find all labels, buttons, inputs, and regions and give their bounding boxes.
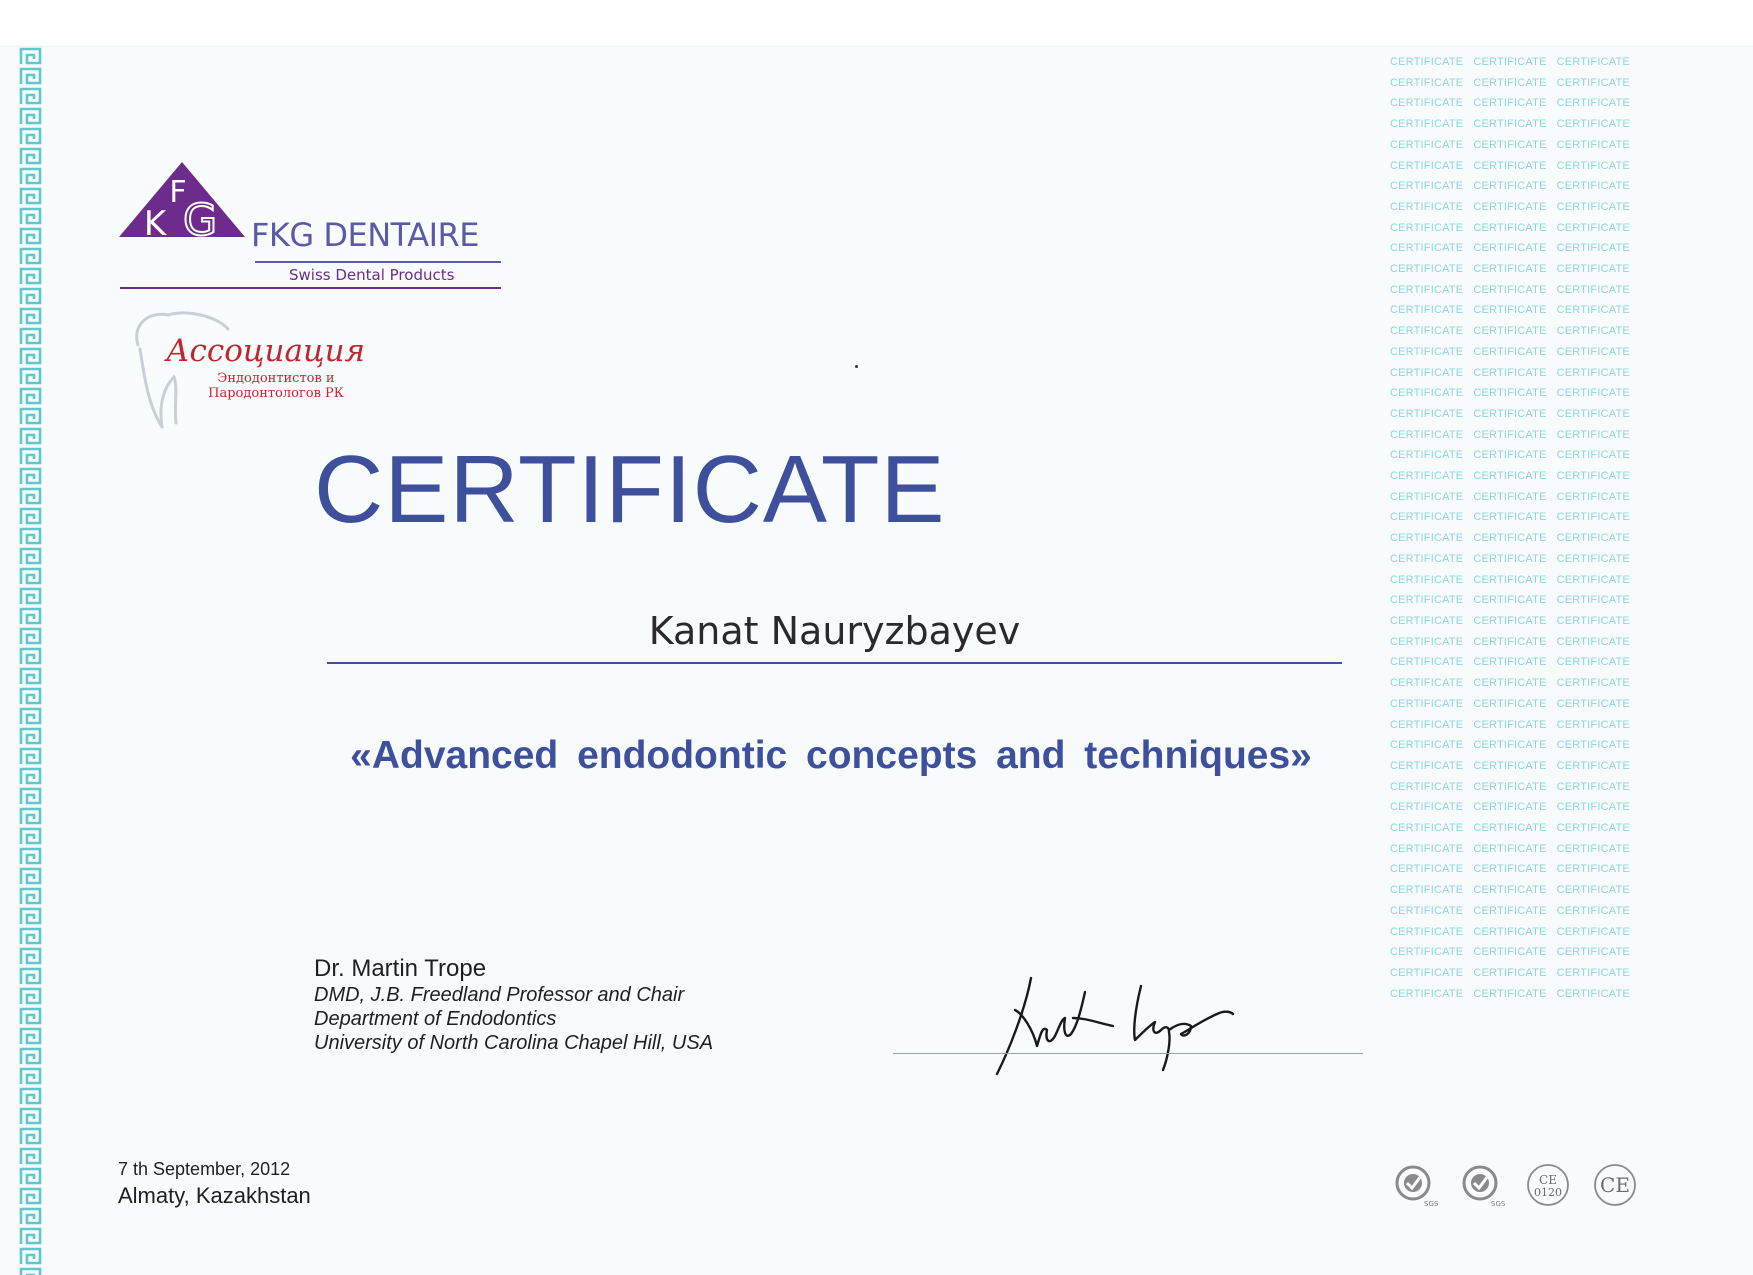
signer-university: University of North Carolina Chapel Hill, USA [314, 1032, 714, 1054]
watermark-word: CERTIFICATE [1556, 987, 1630, 1000]
watermark-word: CERTIFICATE [1390, 387, 1464, 400]
watermark-line [1390, 818, 1650, 839]
watermark-line [1390, 963, 1650, 984]
watermark-word: CERTIFICATE [1390, 532, 1464, 545]
watermark-word: CERTIFICATE [1473, 97, 1547, 110]
watermark-word: CERTIFICATE [1390, 283, 1464, 296]
watermark-word: CERTIFICATE [1556, 97, 1630, 110]
watermark-word: CERTIFICATE [1473, 594, 1547, 607]
watermark-word: CERTIFICATE [1473, 697, 1547, 710]
watermark-word: CERTIFICATE [1556, 428, 1630, 441]
watermark-word: CERTIFICATE [1556, 242, 1630, 255]
sgs-label: SGS [1491, 1200, 1506, 1208]
ce-0120-mark-icon [1525, 1162, 1571, 1208]
watermark-word: CERTIFICATE [1390, 925, 1464, 938]
watermark-word: CERTIFICATE [1390, 739, 1464, 752]
watermark-line [1390, 176, 1650, 197]
watermark-word: CERTIFICATE [1390, 842, 1464, 855]
watermark-word: CERTIFICATE [1556, 532, 1630, 545]
watermark-word: CERTIFICATE [1390, 801, 1464, 814]
watermark-word: CERTIFICATE [1556, 387, 1630, 400]
watermark-line [1390, 922, 1650, 943]
watermark-line [1390, 156, 1650, 177]
watermark-line [1390, 300, 1650, 321]
watermark-word: CERTIFICATE [1390, 97, 1464, 110]
watermark-word: CERTIFICATE [1473, 56, 1547, 68]
watermark-word: CERTIFICATE [1390, 407, 1464, 420]
signer-name: Dr. Martin Trope [314, 955, 487, 982]
association-subtitle-line2: Пародонтологов РК [208, 386, 344, 401]
watermark-line [1390, 673, 1650, 694]
watermark-word: CERTIFICATE [1473, 656, 1547, 669]
watermark-line [1390, 611, 1650, 632]
sgs-certification-icon [1457, 1162, 1506, 1208]
watermark-word: CERTIFICATE [1556, 677, 1630, 690]
watermark-line [1390, 694, 1650, 715]
watermark-word: CERTIFICATE [1473, 490, 1547, 503]
watermark-word: CERTIFICATE [1556, 697, 1630, 710]
watermark-word: CERTIFICATE [1390, 677, 1464, 690]
handwritten-signature [985, 970, 1245, 1080]
watermark-word: CERTIFICATE [1390, 490, 1464, 503]
watermark-word: CERTIFICATE [1556, 159, 1630, 172]
watermark-word: CERTIFICATE [1473, 718, 1547, 731]
fkg-rule-top [255, 261, 501, 263]
watermark-word: CERTIFICATE [1473, 180, 1547, 193]
watermark-word: CERTIFICATE [1473, 573, 1547, 586]
watermark-line [1390, 632, 1650, 653]
watermark-word: CERTIFICATE [1473, 966, 1547, 979]
watermark-word: CERTIFICATE [1556, 325, 1630, 338]
watermark-word: CERTIFICATE [1556, 56, 1630, 68]
watermark-line [1390, 756, 1650, 777]
watermark-word: CERTIFICATE [1473, 946, 1547, 959]
signature-line [893, 1053, 1363, 1054]
watermark-line [1390, 73, 1650, 94]
watermark-line [1390, 507, 1650, 528]
certificate-title: CERTIFICATE [314, 436, 946, 543]
ce-label: CE [1600, 1173, 1631, 1197]
watermark-word: CERTIFICATE [1473, 822, 1547, 835]
watermark-line [1390, 715, 1650, 736]
watermark-line [1390, 321, 1650, 342]
watermark-word: CERTIFICATE [1390, 966, 1464, 979]
watermark-line [1390, 487, 1650, 508]
watermark-word: CERTIFICATE [1556, 863, 1630, 876]
watermark-word: CERTIFICATE [1473, 345, 1547, 358]
watermark-word: CERTIFICATE [1556, 283, 1630, 296]
watermark-word: CERTIFICATE [1556, 822, 1630, 835]
association-subtitle-line1: Эндодонтистов и [217, 371, 335, 386]
watermark-word: CERTIFICATE [1556, 842, 1630, 855]
watermark-word: CERTIFICATE [1473, 76, 1547, 89]
watermark-word: CERTIFICATE [1473, 552, 1547, 565]
certificate-watermark-pattern [1390, 52, 1650, 1052]
watermark-line [1390, 218, 1650, 239]
watermark-line [1390, 425, 1650, 446]
watermark-word: CERTIFICATE [1390, 904, 1464, 917]
watermark-word: CERTIFICATE [1473, 677, 1547, 690]
fkg-letter-k: K [143, 204, 167, 244]
watermark-line [1390, 445, 1650, 466]
watermark-word: CERTIFICATE [1473, 325, 1547, 338]
watermark-word: CERTIFICATE [1556, 966, 1630, 979]
watermark-word: CERTIFICATE [1556, 138, 1630, 151]
watermark-word: CERTIFICATE [1390, 594, 1464, 607]
watermark-line [1390, 404, 1650, 425]
ce-mark-icon [1592, 1162, 1638, 1208]
fkg-rule-bottom [120, 287, 501, 289]
fkg-letter-f: F [169, 175, 187, 210]
sgs-certification-icon [1390, 1162, 1439, 1208]
watermark-line [1390, 93, 1650, 114]
signer-position: DMD, J.B. Freedland Professor and Chair [314, 984, 685, 1006]
watermark-word: CERTIFICATE [1390, 118, 1464, 131]
watermark-line [1390, 777, 1650, 798]
watermark-line [1390, 238, 1650, 259]
watermark-word: CERTIFICATE [1473, 511, 1547, 524]
watermark-word: CERTIFICATE [1556, 925, 1630, 938]
watermark-word: CERTIFICATE [1556, 801, 1630, 814]
watermark-word: CERTIFICATE [1473, 780, 1547, 793]
watermark-word: CERTIFICATE [1390, 263, 1464, 276]
watermark-word: CERTIFICATE [1556, 904, 1630, 917]
certification-marks [1390, 1162, 1655, 1208]
watermark-word: CERTIFICATE [1556, 263, 1630, 276]
watermark-word: CERTIFICATE [1556, 407, 1630, 420]
signer-department: Department of Endodontics [314, 1008, 557, 1030]
watermark-word: CERTIFICATE [1556, 780, 1630, 793]
watermark-word: CERTIFICATE [1556, 221, 1630, 234]
watermark-word: CERTIFICATE [1556, 884, 1630, 897]
watermark-word: CERTIFICATE [1473, 470, 1547, 483]
watermark-word: CERTIFICATE [1390, 221, 1464, 234]
fkg-triangle-logo [118, 162, 246, 246]
watermark-line [1390, 859, 1650, 880]
watermark-word: CERTIFICATE [1390, 863, 1464, 876]
watermark-line [1390, 570, 1650, 591]
watermark-word: CERTIFICATE [1390, 635, 1464, 648]
watermark-word: CERTIFICATE [1390, 76, 1464, 89]
watermark-word: CERTIFICATE [1473, 925, 1547, 938]
watermark-word: CERTIFICATE [1390, 884, 1464, 897]
recipient-underline [327, 662, 1342, 664]
watermark-line [1390, 197, 1650, 218]
fkg-letter-g: G [182, 195, 218, 246]
issue-date: 7 th September, 2012 [118, 1159, 291, 1179]
watermark-word: CERTIFICATE [1390, 138, 1464, 151]
watermark-word: CERTIFICATE [1556, 635, 1630, 648]
association-subtitle [196, 371, 356, 401]
watermark-word: CERTIFICATE [1556, 614, 1630, 627]
watermark-word: CERTIFICATE [1556, 449, 1630, 462]
watermark-line [1390, 880, 1650, 901]
watermark-word: CERTIFICATE [1473, 366, 1547, 379]
watermark-word: CERTIFICATE [1390, 946, 1464, 959]
watermark-word: CERTIFICATE [1473, 407, 1547, 420]
watermark-word: CERTIFICATE [1390, 511, 1464, 524]
watermark-word: CERTIFICATE [1390, 242, 1464, 255]
watermark-word: CERTIFICATE [1473, 759, 1547, 772]
scan-top-edge [0, 0, 1753, 47]
watermark-word: CERTIFICATE [1556, 656, 1630, 669]
watermark-word: CERTIFICATE [1556, 552, 1630, 565]
watermark-word: CERTIFICATE [1556, 470, 1630, 483]
watermark-word: CERTIFICATE [1556, 200, 1630, 213]
watermark-word: CERTIFICATE [1473, 283, 1547, 296]
watermark-line [1390, 383, 1650, 404]
watermark-word: CERTIFICATE [1473, 739, 1547, 752]
watermark-word: CERTIFICATE [1473, 221, 1547, 234]
watermark-word: CERTIFICATE [1390, 718, 1464, 731]
greek-key-border [18, 46, 44, 1275]
watermark-word: CERTIFICATE [1390, 987, 1464, 1000]
watermark-word: CERTIFICATE [1390, 656, 1464, 669]
watermark-word: CERTIFICATE [1390, 345, 1464, 358]
watermark-word: CERTIFICATE [1473, 801, 1547, 814]
watermark-line [1390, 652, 1650, 673]
watermark-word: CERTIFICATE [1390, 470, 1464, 483]
watermark-word: CERTIFICATE [1473, 635, 1547, 648]
fkg-tagline: Swiss Dental Products [289, 266, 455, 284]
watermark-line [1390, 528, 1650, 549]
ce-label: CE [1538, 1173, 1557, 1187]
watermark-line [1390, 942, 1650, 963]
scan-speck [855, 365, 858, 368]
watermark-word: CERTIFICATE [1390, 552, 1464, 565]
watermark-word: CERTIFICATE [1390, 325, 1464, 338]
watermark-word: CERTIFICATE [1390, 304, 1464, 317]
association-logo-script: Ассоциация [166, 333, 366, 369]
watermark-word: CERTIFICATE [1390, 159, 1464, 172]
watermark-word: CERTIFICATE [1473, 614, 1547, 627]
watermark-word: CERTIFICATE [1390, 573, 1464, 586]
watermark-word: CERTIFICATE [1473, 118, 1547, 131]
watermark-word: CERTIFICATE [1473, 904, 1547, 917]
watermark-word: CERTIFICATE [1390, 614, 1464, 627]
watermark-word: CERTIFICATE [1556, 304, 1630, 317]
watermark-line [1390, 590, 1650, 611]
watermark-word: CERTIFICATE [1473, 387, 1547, 400]
watermark-line [1390, 363, 1650, 384]
tooth-outline-icon [128, 305, 208, 435]
watermark-word: CERTIFICATE [1473, 532, 1547, 545]
watermark-line [1390, 342, 1650, 363]
watermark-word: CERTIFICATE [1556, 118, 1630, 131]
sgs-label: SGS [1424, 1200, 1439, 1208]
watermark-word: CERTIFICATE [1390, 428, 1464, 441]
watermark-line [1390, 984, 1650, 1005]
watermark-word: CERTIFICATE [1473, 200, 1547, 213]
watermark-word: CERTIFICATE [1473, 884, 1547, 897]
watermark-word: CERTIFICATE [1556, 76, 1630, 89]
watermark-word: CERTIFICATE [1473, 842, 1547, 855]
watermark-line [1390, 135, 1650, 156]
watermark-line [1390, 797, 1650, 818]
watermark-word: CERTIFICATE [1390, 697, 1464, 710]
watermark-word: CERTIFICATE [1390, 366, 1464, 379]
watermark-word: CERTIFICATE [1473, 138, 1547, 151]
watermark-word: CERTIFICATE [1556, 718, 1630, 731]
watermark-word: CERTIFICATE [1556, 573, 1630, 586]
watermark-word: CERTIFICATE [1556, 511, 1630, 524]
watermark-word: CERTIFICATE [1390, 822, 1464, 835]
watermark-word: CERTIFICATE [1473, 449, 1547, 462]
watermark-word: CERTIFICATE [1473, 242, 1547, 255]
watermark-word: CERTIFICATE [1556, 739, 1630, 752]
watermark-word: CERTIFICATE [1390, 449, 1464, 462]
fkg-brand-name: FKG DENTAIRE [251, 216, 479, 254]
watermark-word: CERTIFICATE [1390, 200, 1464, 213]
watermark-word: CERTIFICATE [1473, 159, 1547, 172]
ce-number: 0120 [1533, 1186, 1562, 1199]
course-title: «Advanced endodontic concepts and techniques» [350, 734, 1312, 777]
watermark-line [1390, 280, 1650, 301]
recipient-name: Kanat Nauryzbayev [648, 609, 1021, 653]
watermark-word: CERTIFICATE [1473, 863, 1547, 876]
watermark-word: CERTIFICATE [1556, 366, 1630, 379]
watermark-word: CERTIFICATE [1556, 759, 1630, 772]
issue-place: Almaty, Kazakhstan [118, 1183, 311, 1208]
watermark-line [1390, 52, 1650, 73]
watermark-word: CERTIFICATE [1473, 987, 1547, 1000]
watermark-word: CERTIFICATE [1473, 428, 1547, 441]
watermark-word: CERTIFICATE [1556, 946, 1630, 959]
watermark-word: CERTIFICATE [1390, 759, 1464, 772]
watermark-word: CERTIFICATE [1390, 56, 1464, 68]
watermark-word: CERTIFICATE [1473, 263, 1547, 276]
watermark-line [1390, 114, 1650, 135]
watermark-line [1390, 735, 1650, 756]
watermark-line [1390, 549, 1650, 570]
watermark-word: CERTIFICATE [1390, 780, 1464, 793]
watermark-word: CERTIFICATE [1390, 180, 1464, 193]
watermark-line [1390, 839, 1650, 860]
watermark-word: CERTIFICATE [1556, 345, 1630, 358]
watermark-line [1390, 466, 1650, 487]
watermark-word: CERTIFICATE [1473, 304, 1547, 317]
watermark-word: CERTIFICATE [1556, 594, 1630, 607]
watermark-word: CERTIFICATE [1556, 180, 1630, 193]
watermark-line [1390, 259, 1650, 280]
watermark-word: CERTIFICATE [1556, 490, 1630, 503]
watermark-line [1390, 901, 1650, 922]
